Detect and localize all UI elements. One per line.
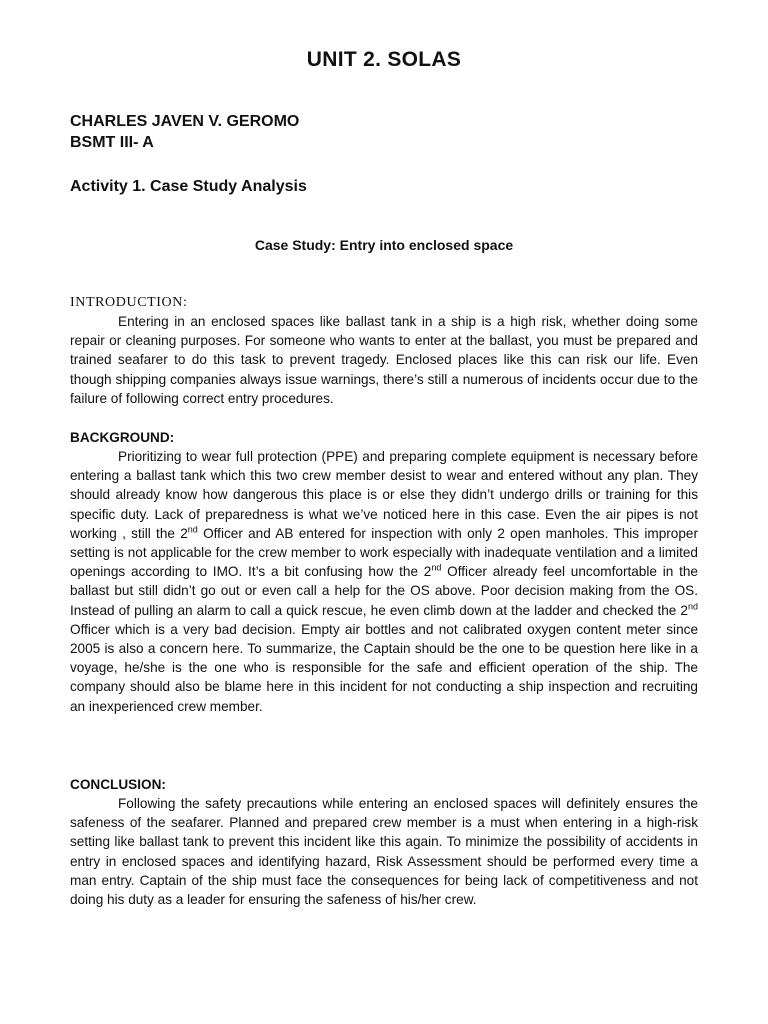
introduction-section (70, 294, 698, 408)
conclusion-heading: CONCLUSION: (70, 777, 166, 792)
background-text-part4: Officer which is a very bad decision. Empty air bottles and not calibrated oxygen content meter since 2005 is also a concern here. To summarize, the Captain should be the one to be question here like in a voyage, he/she is the one who is responsible for the safe and efficient operation of the ship. The company should also be blame here in this incident for not conducting a ship inspection and recruiting an inexperienced crew member. (70, 621, 698, 714)
author-name: CHARLES JAVEN V. GEROMO (70, 113, 300, 130)
background-heading: BACKGROUND: (70, 430, 175, 445)
conclusion-paragraph: Following the safety precautions while entering an enclosed spaces will definitely ensures the safeness of the seafarer. Planned and prepared crew member is a must when entering in a high-risk setting like ballast tank to prevent this incident like this again. To minimize the possibility of accidents in entry in enclosed spaces and identifying hazard, Risk Assessment should be performed every time a man entry. Captain of the ship must face the consequences for being lack of competitiveness and not doing his duty as a leader for ensuring the safeness of his/her crew. (70, 796, 698, 908)
activity-title: Activity 1. Case Study Analysis (70, 178, 307, 195)
ordinal-suffix: nd (431, 562, 442, 573)
class-section: BSMT III- A (70, 134, 154, 151)
unit-title: UNIT 2. SOLAS (306, 48, 462, 71)
ordinal-suffix: nd (187, 524, 198, 535)
case-study-title: Case Study: Entry into enclosed space (254, 237, 514, 253)
introduction-heading: INTRODUCTION: (70, 295, 188, 310)
background-section (70, 428, 698, 716)
background-text-part2: Officer and AB entered for inspection with only 2 open manholes. This improper setting is not applicable for the crew member to work especially with inadequate ventilation and a limited openings according to IMO. It’s a bit confusing how the 2 (70, 525, 698, 580)
introduction-paragraph: Entering in an enclosed spaces like ballast tank in a ship is a high risk, whether doing some repair or cleaning purposes. For someone who wants to enter at the ballast, you must be prepared and trained seafarer to do this task to prevent tragedy. Enclosed places like this can risk our life. Even though shipping companies always issue warnings, there’s still a numerous of incidents occur due to the failure of following correct entry procedures. (70, 314, 698, 406)
ordinal-suffix: nd (687, 601, 698, 612)
background-text-part3: Officer already feel uncomfortable in the ballast but still didn’t go out or even call a help for the OS above. Poor decision making from the OS. Instead of pulling an alarm to call a quick rescue, he even climb down at the ladder and checked the 2 (70, 564, 698, 618)
background-text-part1: Prioritizing to wear full protection (PPE) and preparing complete equipment is necessary before entering a ballast tank which this two crew member desist to wear and entered without any plan. They should already know how dangerous this place is or else they didn’t undergo drills or training for this specific duty. Lack of preparedness is what we’ve noticed here in this case. Even the air pipes is not working , still the 2 (70, 449, 698, 541)
conclusion-section (70, 775, 698, 909)
background-paragraph (70, 447, 698, 716)
